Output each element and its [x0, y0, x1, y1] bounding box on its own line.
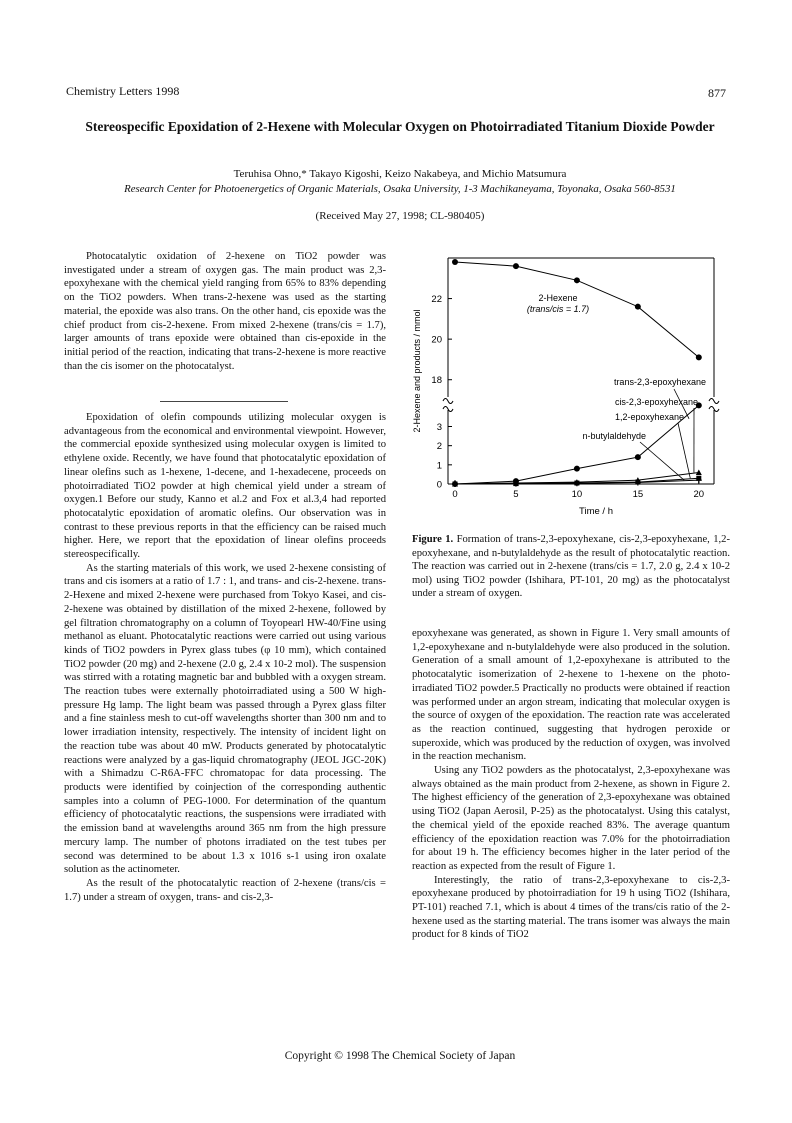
series-label-leader: [678, 423, 690, 478]
paper-title: Stereospecific Epoxidation of 2-Hexene with Molecular Oxygen on Photoirradiated Titanium Dioxide Powder: [85, 119, 715, 134]
author-list: Teruhisa Ohno,* Takayo Kigoshi, Keizo Nakabeya, and Michio Matsumura: [233, 168, 567, 180]
data-point: [696, 354, 702, 360]
abstract: [64, 250, 386, 373]
paragraph-tio2-comparison: Using any TiO2 powders as the photocatalyst, 2,3-epoxyhexane was always obtained as the main product from 2-hexene, as shown in Figure 2. The highest efficiency of the generation of 2,3-epoxyhexane was obtained using TiO2 (Japan Aerosil, P-25) as the photocatalyst. Using this catalyst, the chemical yield of the epoxide reached 83%. The average quantum efficiency of the epoxidation reaction was 7.0% for the photoirradiation for about 19 h. The efficiency becomes higher in the later period of the reaction as expected from the result of Figure 1.: [412, 765, 730, 872]
series-label-2-hexene-ratio: (trans/cis = 1.7): [526, 304, 590, 314]
page-number: 877: [708, 86, 726, 100]
y-tick-label: 18: [431, 375, 442, 387]
abstract-text: Photocatalytic oxidation of 2-hexene on TiO2 powder was investigated under a stream of oxygen gas. The main product was 2,3-epoxyhexane with the chemical yield ranging from 65% to 83% depending on the TiO2 powders. When trans-2-hexene was used as the starting material, the epoxide was also trans. On the other hand, cis epoxide was the chief product from cis-2-hexene. From mixed 2-hexene (trans/cis = 1.7), larger amounts of trans epoxide were obtained than cis-epoxide in the initial period of the reaction, indicating that trans-2-hexene is more reactive than the cis isomer on the photocatalyst.: [64, 251, 386, 372]
series-label-leader: [640, 442, 684, 480]
series-label: 1,2-epoxyhexane: [614, 412, 684, 422]
y-tick-label: 2: [436, 441, 442, 453]
data-point: [574, 466, 580, 472]
copyright-footer: Copyright © 1998 The Chemical Society of Japan: [284, 1050, 516, 1062]
x-tick-label: 20: [693, 489, 705, 500]
series-label: cis-2,3-epoxyhexane: [614, 397, 698, 407]
figure-caption-label: Figure 1.: [412, 534, 454, 545]
data-point: [696, 470, 702, 476]
left-column-body: [64, 411, 386, 904]
y-tick-label: 0: [436, 479, 442, 491]
series-label: trans-2,3-epoxyhexane: [613, 377, 706, 387]
y-tick-label: 20: [431, 334, 442, 346]
chart-plot: [412, 258, 719, 517]
y-tick-label: 3: [436, 422, 442, 433]
figure-1-chart: [408, 250, 734, 522]
data-point: [452, 259, 458, 265]
paragraph-experimental: As the starting materials of this work, we used 2-hexene consisting of trans and cis isomers at a ratio of 1.7 : 1, and trans- and cis-2-hexene. trans-2-Hexene and mixed 2-hexene were purchased from Tokyo Kasei, and cis-2-hexene was obtained by distillation of the mixed 2-hexene, followed by gel filtration chromatography on a column of Toyopearl HW-40/Fine using methanol as eluant. Photocatalytic reactions were carried out using various kinds of TiO2 powders in Pyrex glass tubes (φ 10 mm), which contained TiO2 powder (20 mg) and 2-hexene (2.0 g, 2.4 x 10-2 mol). The suspension was stirred with a rotating magnetic bar and bubbled with a oxygen stream. The reaction tubes were externally photoirradiated using a 500 W high-pressure Hg lamp. The light beam was passed through a Pyrex glass filter and a fine stainless mesh to cut-off wavelengths shorter than 300 nm and to lower irradiation intensity, respectively. The intensity of incident light on the reaction tube was about 40 mW. Products generated by photocatalytic reactions were analyzed by a gas-liquid chromatography (JEOL JGC-20K) with a Shimadzu C-R6A-FFC chromatopac for data processing. The products were identified by coinjection of the corresponding authentic samples into a column of PEG-1000. For determination of the quantum efficiency of photocatalytic reactions, the suspensions were irradiated with the emission band at wavelengths around 365 nm from the high pressure mercury lamp. The number of photons irradiated on the test tubes per second was determined to be about 1.3 x 1016 s-1 using iron oxalate solution as the actinometer.: [64, 562, 386, 876]
received-date: (Received May 27, 1998; CL-980405): [315, 210, 485, 222]
data-point: [635, 304, 641, 310]
data-point: [574, 277, 580, 283]
axis-break-mark: [443, 399, 453, 404]
paragraph-results-start: As the result of the photocatalytic reaction of 2-hexene (trans/cis = 1.7) under a stream of oxygen, trans- and cis-2,3-: [64, 877, 386, 903]
abstract-divider: [160, 401, 288, 402]
x-tick-label: 15: [632, 489, 644, 500]
x-tick-label: 0: [452, 489, 458, 500]
y-axis-label: 2-Hexene and products / mmol: [412, 309, 422, 433]
paragraph-trans-cis-ratio: Interestingly, the ratio of trans-2,3-epoxyhexane to cis-2,3-epoxyhexane produced by photoirradiation for 19 h using TiO2 (Ishihara, PT-101) reached 7.1, which is about 4 times of the trans/cis ratio of the 2-hexene used as the starting material. The trans isomer was always the main product for 8 kinds of TiO2: [412, 874, 730, 941]
x-tick-label: 10: [571, 489, 583, 500]
paragraph-results-continued: epoxyhexane was generated, as shown in Figure 1. Very small amounts of 1,2-epoxyhexane and n-butylaldehyde were also produced in the solution. Generation of a small amount of 1,2-epoxyhexane is attributed to the photocatalytic isomerization of 2-hexene to 1-hexene on the photo-irradiated TiO2 powder.5 Practically no products were obtained if reaction was performed under an argon stream, indicating that molecular oxygen is the source of oxygen of the epoxidation. The reaction rate was accelerated as the reaction continued, suggesting that hydrogen peroxide or superoxide, which was produced by the reduction of oxygen, was involved in the reaction mechanism.: [412, 628, 730, 763]
series-label-2-hexene: 2-Hexene: [538, 293, 578, 303]
y-tick-label: 1: [436, 460, 442, 472]
data-point: [513, 263, 519, 269]
x-axis-label: Time / h: [579, 506, 613, 517]
affiliation: Research Center for Photoenergetics of Organic Materials, Osaka University, 1-3 Machikaneyama, Toyonaka, Osaka 560-8531: [124, 183, 676, 195]
x-tick-label: 5: [513, 489, 519, 500]
running-head-journal: Chemistry Letters 1998: [66, 84, 180, 98]
figure-caption: [412, 533, 730, 601]
right-column-body: [412, 627, 730, 942]
paragraph-introduction: Epoxidation of olefin compounds utilizing molecular oxygen is advantageous from the economical and environmental viewpoint. However, the commercial epoxide synthesized using molecular oxygen is limited to ethylene oxide. Recently, we have found that photocatalytic epoxidation of linear olefins such as 1-hexene, 1-decene, and 1-hexadecene, proceeds on photoirradiated TiO2 powder at high chemical yield under a stream of oxygen.1 Before our study, Kanno et al.2 and Fox et al.3,4 had reported photocatalytic epoxidation of aromatic olefins. Our observation was in contrast to these previous reports in that the efficiency can be raised much higher. Here, we report that the epoxidation of linear olefins proceeds stereospecifically.: [64, 412, 386, 561]
data-point: [635, 454, 641, 460]
y-tick-label: 22: [431, 294, 442, 306]
figure-caption-text: Formation of trans-2,3-epoxyhexane, cis-2,3-epoxyhexane, 1,2-epoxyhexane, and n-butylaldehyde as the result of photocatalytic reaction. The reaction was carried out in 2-hexene (trans/cis = 1.7, 2.0 g, 2.4 x 10-2 mol) using TiO2 powder (Ishihara, PT-101, 20 mg) as the photocatalyst under a stream of oxygen.: [412, 534, 730, 600]
series-label: n-butylaldehyde: [582, 431, 646, 441]
axis-break-mark: [709, 399, 719, 404]
